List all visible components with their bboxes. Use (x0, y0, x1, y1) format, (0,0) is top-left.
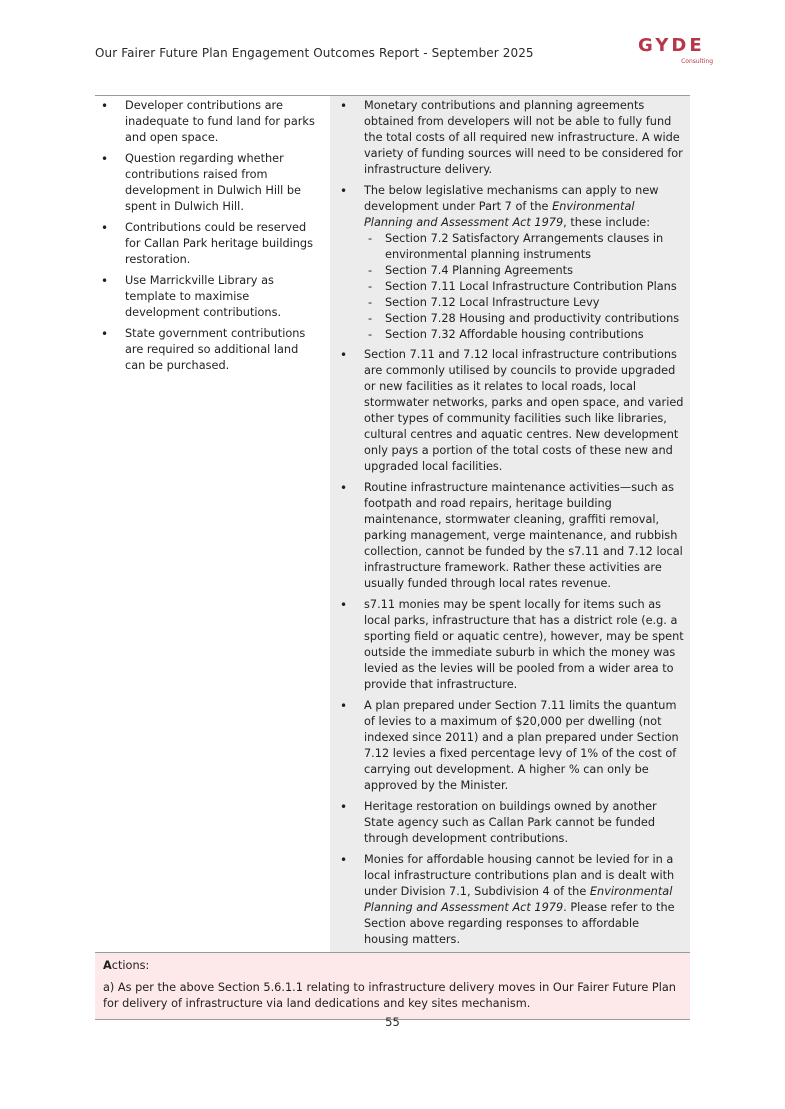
sub-list-item: - Section 7.2 Satisfactory Arrangements clauses in environmental planning instruments (364, 231, 684, 263)
list-item (334, 183, 684, 343)
page-number: 55 (385, 1015, 400, 1029)
actions-row (95, 952, 690, 1020)
sub-list-item: - Section 7.28 Housing and productivity contributions (364, 311, 684, 327)
list-item: • s7.11 monies may be spent locally for items such as local parks, infrastructure that has a district role (e.g. a sporting field or aquatic centre), however, may be spent outside the immediate suburb in which the money was levied as the levies will be pooled from a wider area to provide that infrastructure. (334, 597, 684, 693)
page-header-title: Our Fairer Future Plan Engagement Outcomes Report - September 2025 (95, 46, 534, 60)
gyde-consulting-logo (638, 37, 726, 69)
sub-list-item: - Section 7.32 Affordable housing contributions (364, 327, 684, 343)
list-item: • Developer contributions are inadequate to fund land for parks and open space. (95, 98, 322, 146)
actions-heading-rest: ctions: (111, 959, 150, 972)
list-item: • Routine infrastructure maintenance activities—such as footpath and road repairs, heritage building maintenance, stormwater cleaning, graffiti removal, parking management, verge maintenance, and rubbish collection, cannot be funded by the s7.11 and 7.12 local infrastructure framework. Rather these activities are usually funded through local rates revenue. (334, 480, 684, 592)
logo-wordmark: GYDE (638, 35, 705, 56)
response-list (334, 98, 684, 948)
list-item: • Contributions could be reserved for Callan Park heritage buildings restoration. (95, 220, 322, 268)
act-name: Environmental Planning and Assessment Act 1979 (364, 885, 673, 914)
list-item: • Question regarding whether contributions raised from development in Dulwich Hill be spent in Dulwich Hill. (95, 151, 322, 215)
act-name: Environmental Planning and Assessment Act 1979 (364, 200, 635, 229)
list-item-text: The below legislative mechanisms can apply to new development under Part 7 of the (364, 184, 659, 213)
list-item: • State government contributions are required so additional land can be purchased. (95, 326, 322, 374)
sub-list-item: - Section 7.4 Planning Agreements (364, 263, 684, 279)
list-item-text: , these include: (563, 216, 651, 229)
legislative-sections-list (364, 231, 684, 343)
response-column (330, 96, 690, 952)
list-item (334, 852, 684, 948)
list-item: • Heritage restoration on buildings owned by another State agency such as Callan Park cannot be funded through development contributions. (334, 799, 684, 847)
actions-heading-initial: A (103, 959, 112, 972)
submission-list (95, 98, 322, 374)
actions-heading (103, 958, 682, 974)
actions-text: a) As per the above Section 5.6.1.1 relating to infrastructure delivery moves in Our Fairer Future Plan for delivery of infrastructure via land dedications and key sites mechanism. (103, 981, 676, 1010)
logo-subtitle: Consulting (681, 58, 713, 65)
submission-column (95, 96, 330, 952)
list-item: • Monetary contributions and planning agreements obtained from developers will not be able to fully fund the total costs of all required new infrastructure. A wide variety of funding sources will need to be considered for infrastructure delivery. (334, 98, 684, 178)
list-item: • Section 7.11 and 7.12 local infrastructure contributions are commonly utilised by councils to provide upgraded or new facilities as it relates to local roads, local stormwater networks, parks and open space, and varied other types of community facilities such like libraries, cultural centres and aquatic centres. New development only pays a portion of the total costs of these new and upgraded local facilities. (334, 347, 684, 475)
list-item-text: . Please refer to the Section above regarding responses to affordable housing matters. (364, 901, 675, 946)
list-item: • A plan prepared under Section 7.11 limits the quantum of levies to a maximum of $20,000 per dwelling (not indexed since 2011) and a plan prepared under Section 7.12 levies a fixed percentage levy of 1% of the cost of carrying out development. A higher % can only be approved by the Minister. (334, 698, 684, 794)
table-row (95, 95, 690, 952)
submission-response-table (95, 95, 690, 1020)
list-item-text: Monies for affordable housing cannot be levied for in a local infrastructure contributions plan and is dealt with under Division 7.1, Subdivision 4 of the (364, 853, 675, 898)
sub-list-item: - Section 7.11 Local Infrastructure Contribution Plans (364, 279, 684, 295)
sub-list-item: - Section 7.12 Local Infrastructure Levy (364, 295, 684, 311)
list-item: • Use Marrickville Library as template to maximise development contributions. (95, 273, 322, 321)
